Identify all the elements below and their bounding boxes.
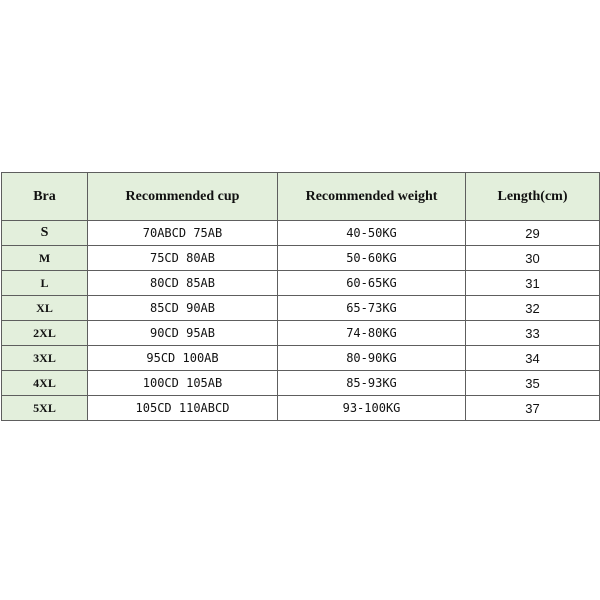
table-header xyxy=(2,173,600,221)
table-row xyxy=(2,346,600,371)
size-cell: XL xyxy=(2,296,88,321)
table-row xyxy=(2,246,600,271)
length-cell: 32 xyxy=(466,296,600,321)
cup-cell: 70ABCD 75AB xyxy=(88,221,278,246)
header-length: Length(cm) xyxy=(466,173,600,221)
table-row xyxy=(2,296,600,321)
header-recommended-weight: Recommended weight xyxy=(278,173,466,221)
weight-cell: 50-60KG xyxy=(278,246,466,271)
cup-cell: 80CD 85AB xyxy=(88,271,278,296)
weight-cell: 85-93KG xyxy=(278,371,466,396)
weight-cell: 40-50KG xyxy=(278,221,466,246)
weight-cell: 60-65KG xyxy=(278,271,466,296)
size-cell: 2XL xyxy=(2,321,88,346)
cup-cell: 75CD 80AB xyxy=(88,246,278,271)
length-cell: 30 xyxy=(466,246,600,271)
weight-cell: 74-80KG xyxy=(278,321,466,346)
length-cell: 34 xyxy=(466,346,600,371)
weight-cell: 93-100KG xyxy=(278,396,466,421)
table-row xyxy=(2,321,600,346)
cup-cell: 90CD 95AB xyxy=(88,321,278,346)
cup-cell: 85CD 90AB xyxy=(88,296,278,321)
header-recommended-cup: Recommended cup xyxy=(88,173,278,221)
weight-cell: 65-73KG xyxy=(278,296,466,321)
header-row xyxy=(2,173,600,221)
cup-cell: 100CD 105AB xyxy=(88,371,278,396)
size-cell: L xyxy=(2,271,88,296)
size-cell: 3XL xyxy=(2,346,88,371)
cup-cell: 95CD 100AB xyxy=(88,346,278,371)
size-cell: M xyxy=(2,246,88,271)
size-cell: 5XL xyxy=(2,396,88,421)
length-cell: 31 xyxy=(466,271,600,296)
table-body xyxy=(2,221,600,421)
cup-cell: 105CD 110ABCD xyxy=(88,396,278,421)
table-row xyxy=(2,396,600,421)
header-bra: Bra xyxy=(2,173,88,221)
size-cell: S xyxy=(2,221,88,246)
table-row xyxy=(2,371,600,396)
table-row xyxy=(2,271,600,296)
size-cell: 4XL xyxy=(2,371,88,396)
table-row xyxy=(2,221,600,246)
length-cell: 29 xyxy=(466,221,600,246)
length-cell: 37 xyxy=(466,396,600,421)
weight-cell: 80-90KG xyxy=(278,346,466,371)
length-cell: 35 xyxy=(466,371,600,396)
size-chart-table xyxy=(1,172,600,421)
length-cell: 33 xyxy=(466,321,600,346)
